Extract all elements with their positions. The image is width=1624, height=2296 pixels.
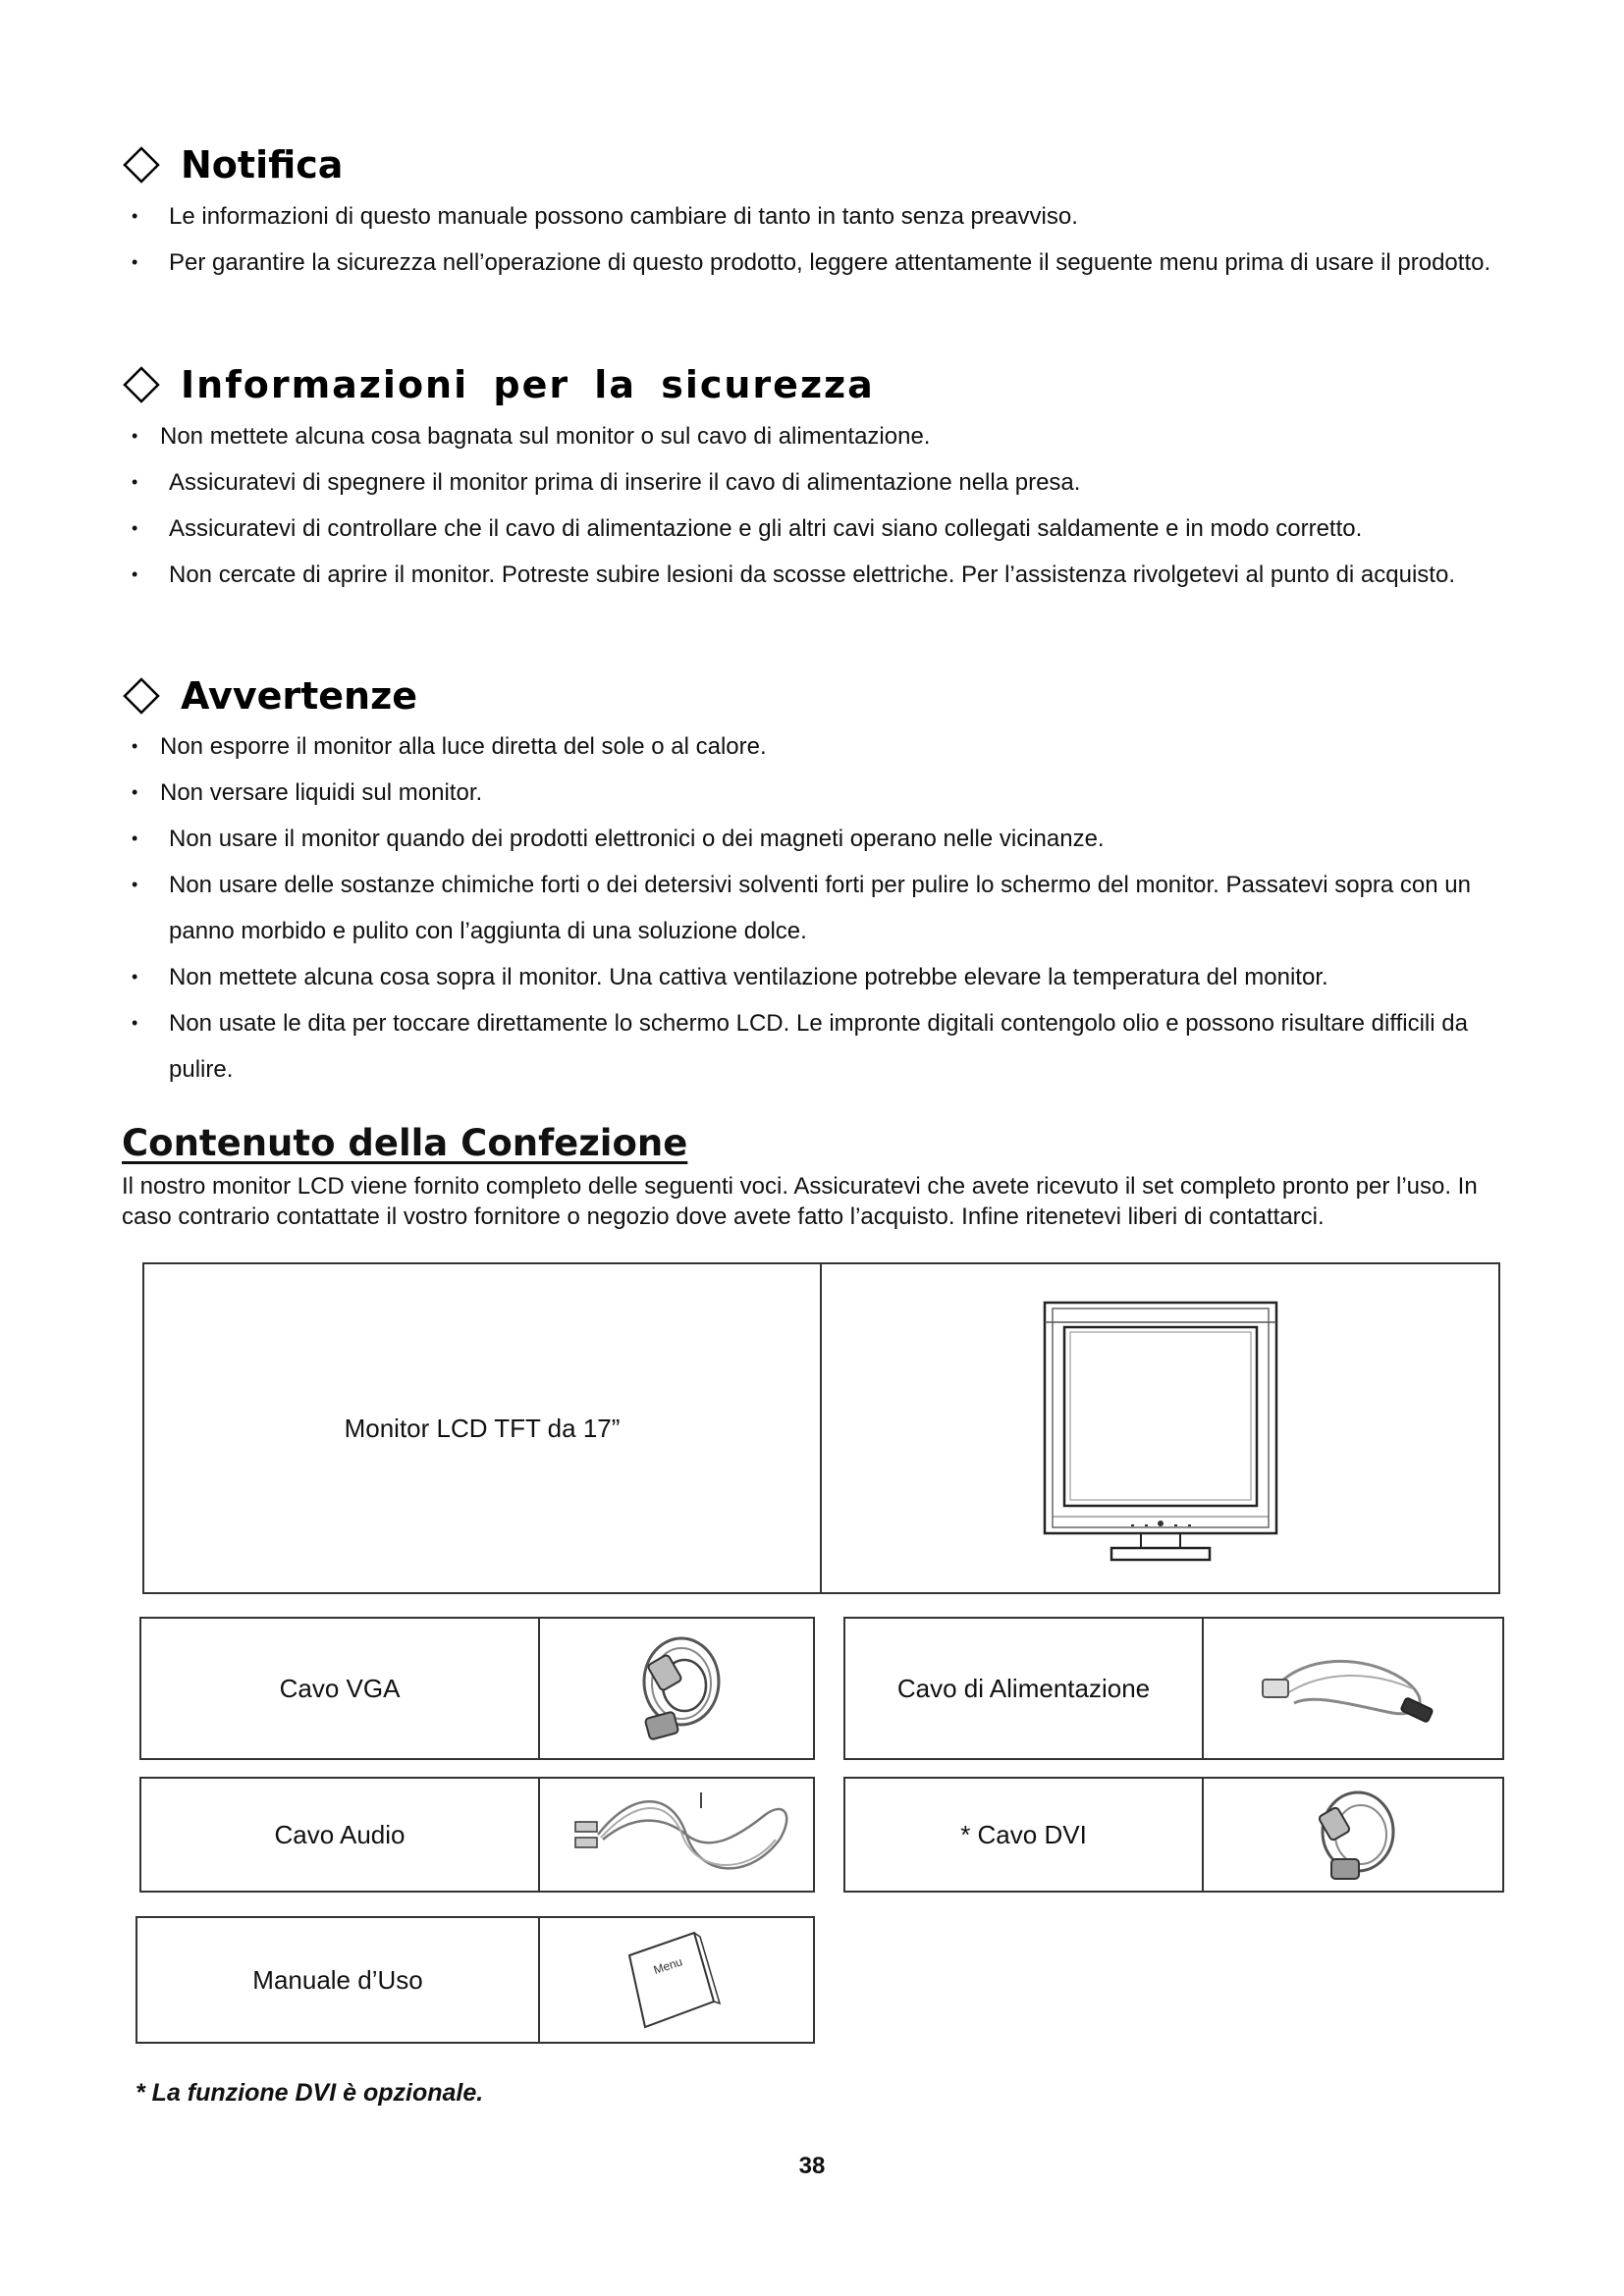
contents-title: Contenuto della Confezione <box>122 1122 688 1164</box>
list-item: • Assicuratevi di controllare che il cavo di alimentazione e gli altri cavi siano collegati saldamente e in modo corretto. <box>132 515 1363 542</box>
audio-cable-icon <box>554 1781 799 1889</box>
item-label-manual: Manuale d’Uso <box>252 1964 423 1995</box>
list-item: • Non esporre il monitor alla luce diretta del sole o al calore. <box>132 733 767 760</box>
item-image-audio <box>538 1779 813 1891</box>
list-item: • Le informazioni di questo manuale possono cambiare di tanto in tanto senza preavviso. <box>132 203 1078 230</box>
page-number: 38 <box>798 2153 826 2179</box>
list-item: • Non cercate di aprire il monitor. Potreste subire lesioni da scosse elettriche. Per l’assistenza rivolgetevi al punto di acquisto. <box>132 561 1455 588</box>
dvi-optional-note: * La funzione DVI è opzionale. <box>135 2079 484 2107</box>
diamond-icon <box>122 145 161 185</box>
item-label-audio: Cavo Audio <box>274 1819 406 1849</box>
list-item: • Non usate le dita per toccare direttamente lo schermo LCD. Le impronte digitali contengolo olio e possono risultare difficili da pulire. <box>132 1010 1468 1083</box>
avvertenze-list <box>124 723 1518 1093</box>
vga-cable-icon <box>588 1625 765 1752</box>
item-image-dvi <box>1202 1779 1502 1891</box>
section-heading-avvertenze <box>122 674 417 718</box>
item-image-vga <box>538 1619 813 1758</box>
section-title: Notifica <box>181 143 344 187</box>
diamond-icon <box>122 676 161 716</box>
dvi-cable-icon <box>1274 1781 1432 1889</box>
item-box-vga <box>139 1617 815 1760</box>
monitor-icon <box>1033 1281 1288 1575</box>
item-image-manual <box>538 1918 813 2042</box>
manual-cover-text: Menu <box>651 1954 684 1977</box>
item-box-monitor <box>142 1262 1500 1594</box>
list-item: • Non mettete alcuna cosa bagnata sul monitor o sul cavo di alimentazione. <box>132 423 931 450</box>
item-box-manual <box>135 1916 815 2044</box>
item-image-power <box>1202 1619 1502 1758</box>
item-box-audio <box>139 1777 815 1893</box>
item-label-vga: Cavo VGA <box>279 1673 401 1703</box>
manual-book-icon <box>618 1921 735 2039</box>
item-label-monitor: Monitor LCD TFT da 17” <box>344 1413 621 1443</box>
item-box-dvi <box>843 1777 1504 1893</box>
section-heading-notifica <box>122 143 343 187</box>
sicurezza-list <box>124 413 1518 598</box>
section-heading-sicurezza <box>122 363 875 406</box>
power-cable-icon <box>1255 1634 1451 1742</box>
item-label-dvi: * Cavo DVI <box>960 1819 1087 1849</box>
section-title: Informazioni per la sicurezza <box>181 363 875 406</box>
list-item: • Non usare delle sostanze chimiche forti o dei detersivi solventi forti per pulire lo schermo del monitor. Passatevi sopra con un panno morbido e pulito con l’aggiunta di una soluzione dolce. <box>132 872 1471 944</box>
list-item: • Non mettete alcuna cosa sopra il monitor. Una cattiva ventilazione potrebbe elevare la temperatura del monitor. <box>132 964 1328 990</box>
list-item: • Per garantire la sicurezza nell’operazione di questo prodotto, leggere attentamente il seguente menu prima di usare il prodotto. <box>132 249 1491 276</box>
diamond-icon <box>122 365 161 404</box>
item-image-monitor <box>820 1264 1498 1592</box>
contents-intro: Il nostro monitor LCD viene fornito completo delle seguenti voci. Assicuratevi che avete ricevuto il set completo pronto per l’uso. In caso contrario contattate il vostro fornitore o negozio dove avete fatto l’acquisto. Infine ritenetevi liberi di contattarci. <box>122 1173 1478 1230</box>
section-title: Avvertenze <box>181 674 417 718</box>
item-label-power: Cavo di Alimentazione <box>896 1673 1151 1703</box>
list-item: • Non versare liquidi sul monitor. <box>132 779 483 806</box>
item-box-power <box>843 1617 1504 1760</box>
list-item: • Assicuratevi di spegnere il monitor prima di inserire il cavo di alimentazione nella presa. <box>132 469 1081 496</box>
notifica-list <box>124 193 1518 286</box>
list-item: • Non usare il monitor quando dei prodotti elettronici o dei magneti operano nelle vicinanze. <box>132 826 1105 852</box>
